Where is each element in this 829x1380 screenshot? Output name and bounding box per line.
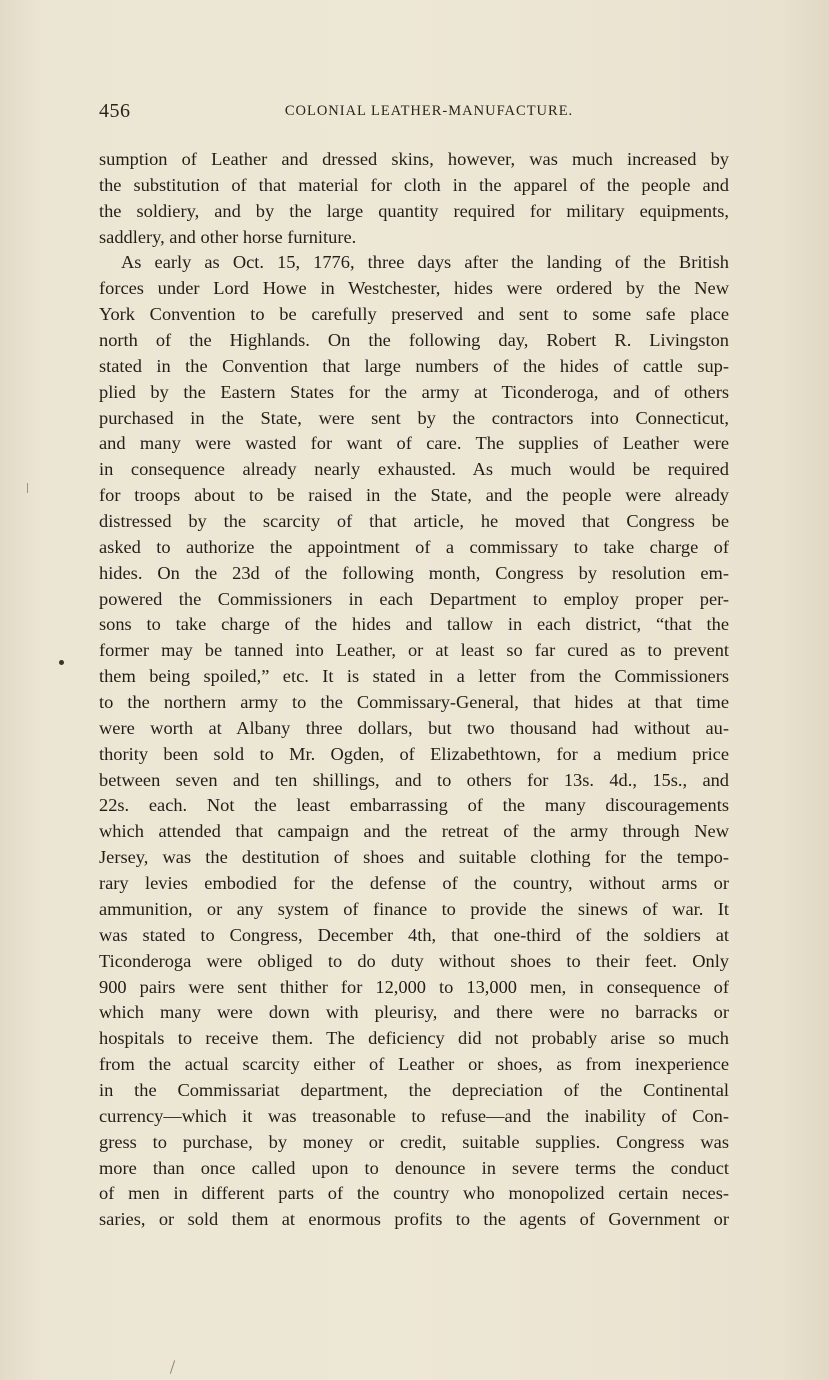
- text-line: in consequence already nearly exhausted. As much would be required: [99, 459, 729, 480]
- text-line: powered the Commissioners in each Department to employ proper per-: [99, 588, 729, 609]
- text-line: York Convention to be carefully preserved and sent to some safe place: [99, 304, 729, 325]
- text-line: plied by the Eastern States for the army at Ticonderoga, and of others: [99, 381, 729, 402]
- paragraph: [99, 147, 729, 250]
- text-line: 900 pairs were sent thither for 12,000 to 13,000 men, in consequence of: [99, 976, 729, 997]
- text-line: saddlery, and other horse furniture.: [99, 226, 357, 247]
- text-line: more than once called upon to denounce in severe terms the conduct: [99, 1157, 729, 1178]
- text-line: sons to take charge of the hides and tallow in each district, “that the: [99, 614, 729, 635]
- text-line: was stated to Congress, December 4th, that one-third of the soldiers at: [99, 924, 729, 945]
- text-line: former may be tanned into Leather, or at least so far cured as to prevent: [99, 640, 729, 661]
- running-head: COLONIAL LEATHER-MANUFACTURE.: [284, 103, 574, 119]
- margin-mark: [27, 483, 28, 493]
- text-line: rary levies embodied for the defense of the country, without arms or: [99, 873, 729, 894]
- text-line: currency—which it was treasonable to refuse—and the inability of Con-: [99, 1105, 729, 1126]
- paragraph: [99, 250, 729, 1233]
- text-line: which attended that campaign and the retreat of the army through New: [99, 821, 729, 842]
- text-line: saries, or sold them at enormous profits to the agents of Government or: [99, 1209, 729, 1230]
- text-line: from the actual scarcity either of Leather or shoes, as from inexperience: [99, 1054, 729, 1075]
- text-line: which many were down with pleurisy, and there were no barracks or: [99, 1002, 729, 1023]
- text-line: hospitals to receive them. The deficiency did not probably arise so much: [99, 1028, 729, 1049]
- text-line: hides. On the 23d of the following month, Congress by resolution em-: [99, 562, 729, 583]
- text-line: were worth at Albany three dollars, but two thousand had without au-: [99, 717, 729, 738]
- text-line: As early as Oct. 15, 1776, three days after the landing of the British: [121, 252, 729, 273]
- text-line: between seven and ten shillings, and to others for 13s. 4d., 15s., and: [99, 769, 729, 790]
- pencil-mark: [170, 1360, 175, 1374]
- text-line: north of the Highlands. On the following day, Robert R. Livingston: [99, 330, 729, 351]
- ink-speck: [59, 660, 64, 665]
- text-line: distressed by the scarcity of that article, he moved that Congress be: [99, 511, 729, 532]
- text-line: in the Commissariat department, the depreciation of the Continental: [99, 1079, 729, 1100]
- text-line: purchased in the State, were sent by the contractors into Connecticut,: [99, 407, 729, 428]
- text-line: ammunition, or any system of finance to provide the sinews of war. It: [99, 898, 729, 919]
- page-header: [99, 100, 729, 126]
- text-line: 22s. each. Not the least embarrassing of the many discouragements: [99, 795, 729, 816]
- text-line: stated in the Convention that large numbers of the hides of cattle sup-: [99, 355, 729, 376]
- text-line: for troops about to be raised in the State, and the people were already: [99, 485, 729, 506]
- body-text: [99, 147, 729, 1233]
- text-line: Jersey, was the destitution of shoes and suitable clothing for the tempo-: [99, 847, 729, 868]
- text-line: Ticonderoga were obliged to do duty without shoes to their feet. Only: [99, 950, 729, 971]
- text-line: sumption of Leather and dressed skins, however, was much increased by: [99, 149, 729, 169]
- page-number: 456: [99, 100, 131, 122]
- text-line: of men in different parts of the country who monopolized certain neces-: [99, 1183, 729, 1204]
- text-line: the soldiery, and by the large quantity required for military equipments,: [99, 200, 729, 221]
- text-line: them being spoiled,” etc. It is stated in a letter from the Commissioners: [99, 666, 729, 687]
- text-line: the substitution of that material for cloth in the apparel of the people and: [99, 174, 729, 195]
- text-line: to the northern army to the Commissary-General, that hides at that time: [99, 692, 729, 713]
- text-line: forces under Lord Howe in Westchester, hides were ordered by the New: [99, 278, 729, 299]
- text-line: thority been sold to Mr. Ogden, of Elizabethtown, for a medium price: [99, 743, 729, 764]
- text-line: and many were wasted for want of care. The supplies of Leather were: [99, 433, 729, 454]
- text-line: gress to purchase, by money or credit, suitable supplies. Congress was: [99, 1131, 729, 1152]
- text-line: asked to authorize the appointment of a commissary to take charge of: [99, 536, 729, 557]
